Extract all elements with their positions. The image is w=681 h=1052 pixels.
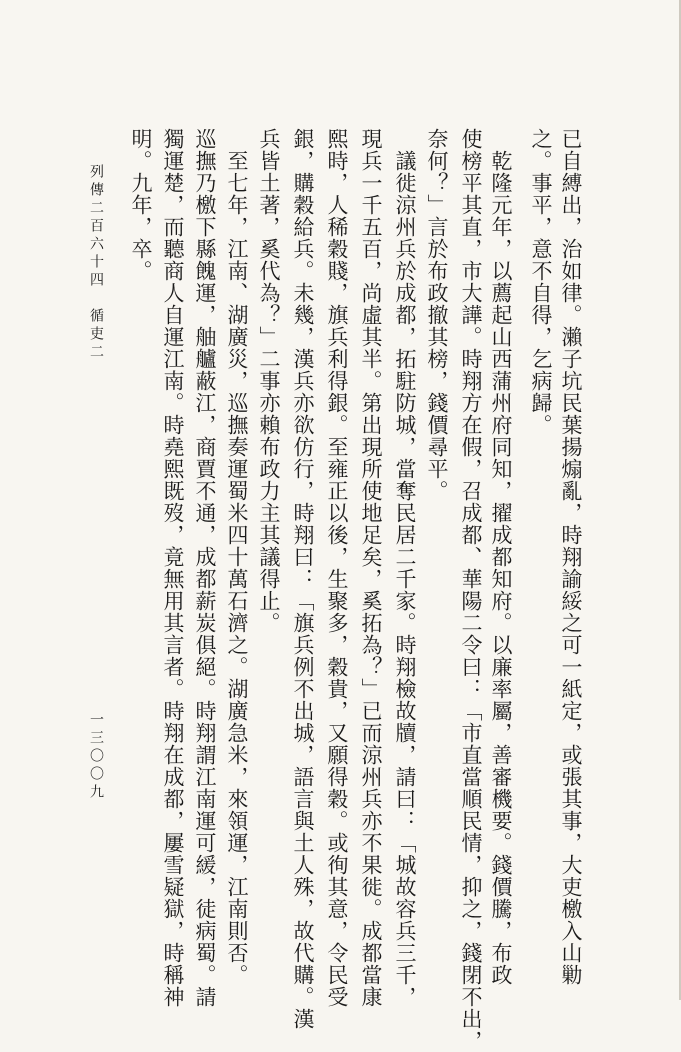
text-column-10: 兵皆土著，奚代為？」二事亦賴布政力主其議得止。 bbox=[257, 128, 281, 634]
text-column-9: 銀，購穀給兵。未幾，漢兵亦欲仿行，時翔曰：「旗兵例不出城，語言與土人殊，故代購。漢 bbox=[291, 128, 315, 1030]
running-header: 列傳二百六十四 循吏二 bbox=[88, 164, 104, 362]
text-column-14: 明。九年，卒。 bbox=[129, 128, 153, 282]
text-column-6: 議徙涼州兵於成都，拓駐防城，當奪民居二千家。時翔檢故牘，請曰：「城故容兵三千， bbox=[393, 128, 417, 1008]
text-column-7: 現兵一千五百，尚虛其半。第出現所使地足矣，奚拓為？」已而涼州兵亦不果徙。成都當康 bbox=[359, 128, 383, 1008]
text-column-11: 至七年，江南、湖廣災，巡撫奏運蜀米四十萬石濟之。湖廣急米，來領運，江南則否。 bbox=[225, 128, 249, 986]
text-column-12: 巡撫乃檄下縣餽運，舳艫蔽江，商賈不通，成都薪炭俱絕。時翔謂江南運可緩，徒病蜀。請 bbox=[193, 128, 217, 1008]
text-column-2: 之。事平，意不自得，乞病歸。 bbox=[529, 128, 553, 436]
text-column-1: 已自縛出，治如律。瀨子坑民葉揚煽亂，時翔諭綏之可一紙定，或張其事，大吏檄入山勦 bbox=[559, 128, 583, 986]
text-column-3: 乾隆元年，以薦起山西蒲州府同知，擢成都知府。以廉率屬，善審機要。錢價騰，布政 bbox=[489, 128, 513, 986]
page-number: 一三〇〇九 bbox=[88, 712, 104, 802]
text-column-13: 獨運楚，而聽商人自運江南。時堯熙既歿，竟無用其言者。時翔在成都，屢雪疑獄，時稱神 bbox=[161, 128, 185, 1008]
text-column-8: 熙時，人稀穀賤，旗兵利得銀。至雍正以後，生聚多，穀貴，又願得穀。或徇其意，令民受 bbox=[325, 128, 349, 1008]
text-column-4: 使榜平其直，市大譁。時翔方在假，召成都、華陽二令曰：「市直當順民情，抑之，錢閉不出， bbox=[459, 128, 483, 1052]
text-column-5: 奈何？」言於布政撤其榜，錢價尋平。 bbox=[425, 128, 449, 502]
